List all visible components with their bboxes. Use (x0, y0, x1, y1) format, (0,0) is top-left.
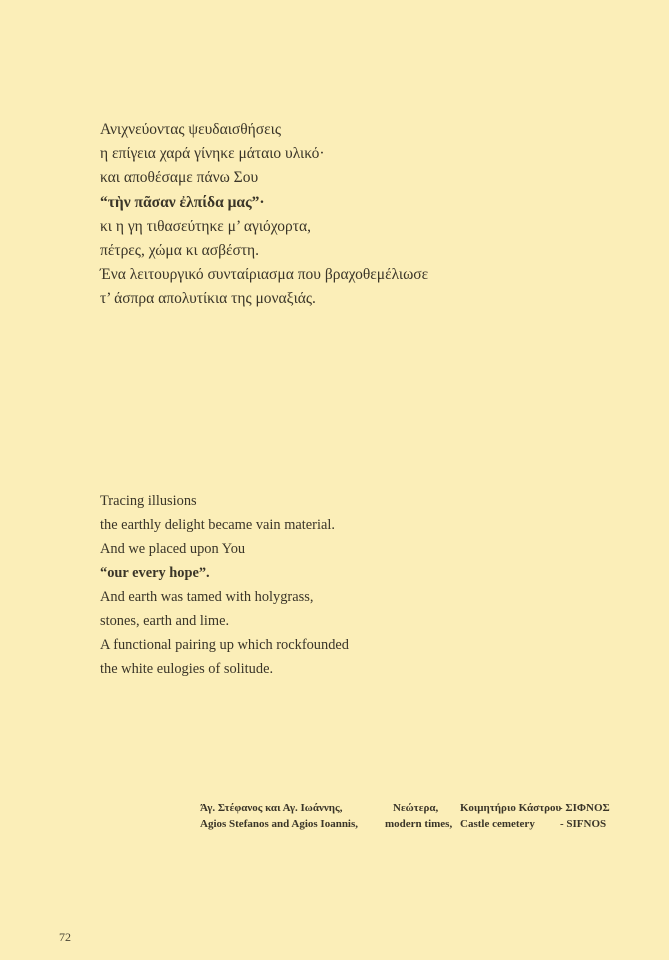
poem-line: πέτρες, χώμα κι ασβέστη. (100, 242, 260, 260)
poem-line: stones, earth and lime. (100, 613, 230, 629)
poem-line: τ’ άσπρα απολυτίκια της μοναξιάς. (100, 290, 316, 308)
poem-line: κι η γη τιθασεύτηκε μ’ αγιόχορτα, (100, 217, 312, 235)
caption-period: modern times, (385, 818, 453, 830)
poem-line: And earth was tamed with holygrass, (100, 589, 314, 605)
poem-line: And we placed upon You (100, 541, 246, 557)
poem-line: και αποθέσαμε πάνω Σου (100, 169, 259, 187)
caption-church: Agios Stefanos and Agios Ioannis, (200, 818, 359, 830)
caption-location: Castle cemetery (460, 818, 535, 830)
caption-period: Νεώτερα, (393, 802, 439, 814)
poem-line: η επίγεια χαρά γίνηκε μάταιο υλικό· (100, 145, 325, 163)
poem-line: the white eulogies of solitude. (100, 661, 274, 677)
poem-line: Ένα λειτουργικό συνταίριασμα που βραχοθεμέλιωσε (100, 266, 429, 284)
caption-island: - ΣΙΦΝΟΣ (559, 802, 610, 814)
greek-poem (100, 118, 428, 312)
poem-line: Tracing illusions (100, 493, 197, 509)
poem-line: A functional pairing up which rockfounded (100, 637, 349, 653)
english-poem (100, 489, 349, 681)
poem-line: the earthly delight became vain material. (100, 517, 335, 533)
poem-line-emphasis: “τὴν πᾶσαν ἐλπίδα μας”· (100, 193, 265, 211)
caption-location: Κοιμητήριο Κάστρου (460, 802, 562, 814)
poem-line-emphasis: “our every hope”. (100, 565, 210, 581)
poem-line: Ανιχνεύοντας ψευδαισθήσεις (100, 121, 281, 138)
caption-island: - SIFNOS (560, 818, 607, 830)
caption-church: Άγ. Στέφανος και Αγ. Ιωάννης, (200, 802, 343, 814)
page-number: 72 (59, 930, 71, 944)
